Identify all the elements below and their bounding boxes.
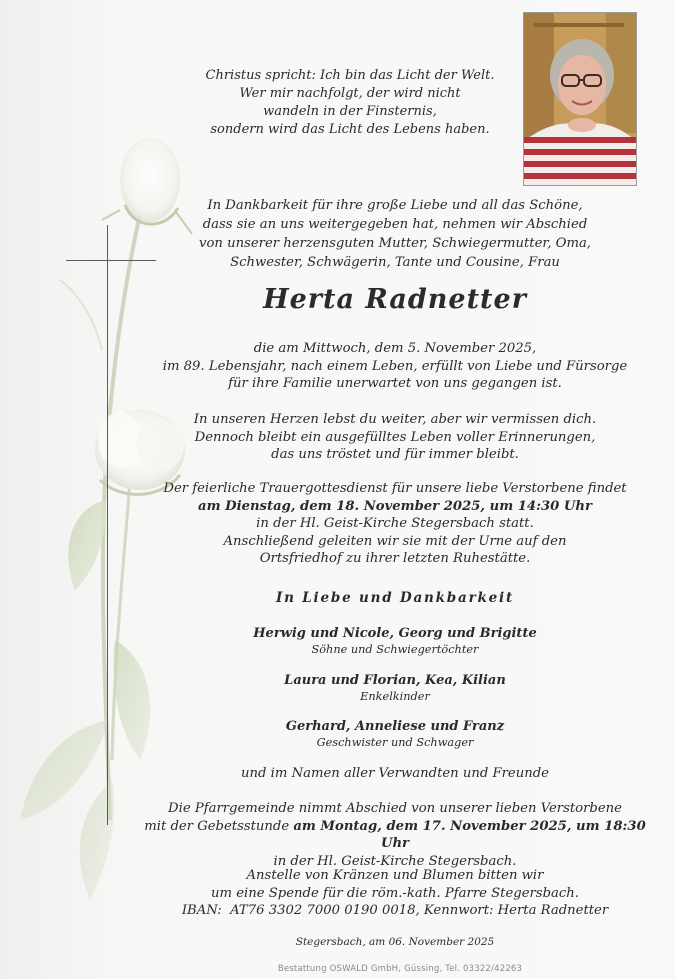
quote-line: Wer mir nachfolgt, der wird nicht xyxy=(239,86,461,101)
family-group xyxy=(180,672,610,704)
memory-line: das uns tröstet und für immer bleibt. xyxy=(271,447,519,462)
memory-line: In unseren Herzen lebst du weiter, aber wir vermissen dich. xyxy=(193,412,597,427)
in-love-heading: In Liebe und Dankbarkeit xyxy=(276,590,514,606)
parish-notice xyxy=(140,800,650,870)
quote-line: Christus spricht: Ich bin das Licht der Welt. xyxy=(205,68,495,83)
intro-line: von unserer herzensguten Mutter, Schwiegermutter, Oma, xyxy=(199,236,591,251)
all-relatives: und im Namen aller Verwandten und Freunde xyxy=(241,766,549,781)
funeral-date: am Dienstag, dem 18. November 2025, um 14:30 Uhr xyxy=(198,498,592,514)
funeral-line: Anschließend geleiten wir sie mit der Urne auf den xyxy=(223,533,567,549)
family-group xyxy=(180,625,610,657)
deceased-name: Herta Radnetter xyxy=(263,284,527,315)
family-group xyxy=(180,718,610,750)
intro-line: Schwester, Schwägerin, Tante und Cousine, Frau xyxy=(230,255,560,270)
quote-line: wandeln in der Finsternis, xyxy=(263,104,437,119)
family-relation: Söhne und Schwiegertöchter xyxy=(311,643,479,656)
parish-line: Die Pfarrgemeinde nimmt Abschied von unserer lieben Verstorbene xyxy=(168,801,622,816)
death-notice-line: im 89. Lebensjahr, nach einem Leben, erfüllt von Liebe und Fürsorge xyxy=(162,358,628,374)
parish-line: in der Hl. Geist-Kirche Stegersbach. xyxy=(273,853,517,869)
donation-line: Anstelle von Kränzen und Blumen bitten wir xyxy=(246,868,544,883)
funeral-details xyxy=(140,480,650,568)
family-relation: Geschwister und Schwager xyxy=(316,736,474,749)
family-names: Herwig und Nicole, Georg und Brigitte xyxy=(253,626,537,641)
intro-line: dass sie an uns weitergegeben hat, nehmen wir Abschied xyxy=(202,217,588,232)
donation-line: um eine Spende für die röm.-kath. Pfarre Stegersbach. xyxy=(211,885,579,901)
cross-vertical xyxy=(107,225,108,825)
death-notice xyxy=(140,340,650,393)
bible-quote xyxy=(150,67,550,139)
parish-line-prefix: mit der Gebetsstunde xyxy=(144,818,294,834)
death-notice-line: für ihre Familie unerwartet von uns gegangen ist. xyxy=(228,376,562,391)
death-notice-line: die am Mittwoch, dem 5. November 2025, xyxy=(253,341,537,356)
donation-iban: IBAN: AT76 3302 7000 0190 0018, Kennwort: Herta Radnetter xyxy=(181,903,609,918)
funeral-line: Ortsfriedhof zu ihrer letzten Ruhestätte. xyxy=(259,551,531,566)
prayer-date: am Montag, dem 17. November 2025, um 18:30 Uhr xyxy=(293,818,646,851)
memory-line: Dennoch bleibt ein ausgefülltes Leben voller Erinnerungen, xyxy=(194,429,596,445)
family-names: Laura und Florian, Kea, Kilian xyxy=(284,673,506,688)
intro-text xyxy=(140,196,650,272)
family-relation: Enkelkinder xyxy=(360,690,430,703)
family-names: Gerhard, Anneliese und Franz xyxy=(285,719,505,734)
donation-notice xyxy=(140,867,650,920)
place-date: Stegersbach, am 06. November 2025 xyxy=(295,936,495,948)
funeral-home-footer: Bestattung OSWALD GmbH, Güssing, Tel. 03322/42263 xyxy=(277,964,523,974)
intro-line: In Dankbarkeit für ihre große Liebe und all das Schöne, xyxy=(207,198,583,213)
funeral-line: in der Hl. Geist-Kirche Stegersbach statt. xyxy=(256,516,534,531)
funeral-line: Der feierliche Trauergottesdienst für unsere liebe Verstorbene findet xyxy=(163,481,627,496)
quote-line: sondern wird das Licht des Lebens haben. xyxy=(210,122,490,137)
memory-text xyxy=(140,411,650,464)
